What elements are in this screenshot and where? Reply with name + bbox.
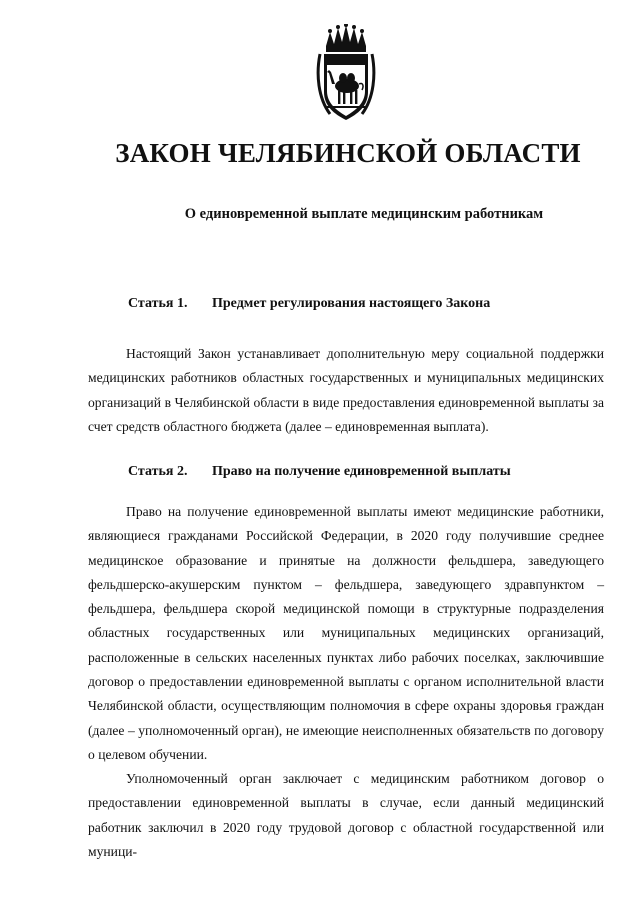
article-1-paragraph-1: Настоящий Закон устанавливает дополнительную меру социальной поддержки медицинских работников областных государственных и муниципальных медицинских организаций в Челябинской области в виде предоставления единовременной выплаты за счет средств областного бюджета (далее – единовременная выплата).	[88, 346, 604, 434]
article-1-number: Статья 1.	[128, 296, 188, 311]
law-subtitle: О единовременной выплате медицинским работникам	[184, 206, 544, 222]
article-2-paragraph-2: Уполномоченный орган заключает с медицинским работником договор о предоставлении единовременной выплаты в случае, если данный медицинский работник заключил в 2020 году трудовой договор с областной государственной или муници-	[88, 771, 604, 859]
law-title: ЗАКОН ЧЕЛЯБИНСКОЙ ОБЛАСТИ	[115, 138, 581, 168]
article-2-header	[128, 464, 511, 480]
article-2-number: Статья 2.	[128, 464, 188, 479]
chelyabinsk-coat-of-arms-icon	[316, 24, 376, 122]
article-1-header	[128, 296, 490, 312]
article-1-heading: Предмет регулирования настоящего Закона	[212, 296, 491, 311]
article-2-paragraph-1: Право на получение единовременной выплаты имеют медицинские работники, являющиеся гражданами Российской Федерации, в 2020 году получившие среднее медицинское образование и принятые на должности фельдшера, заведующего фельдшерско-акушерским пунктом – фельдшера, заведующего здравпунктом – фельдшера, фельдшера скорой медицинской помощи в структурные подразделения областных государственных или муниципальных медицинских организаций, расположенные в сельских населенных пунктах либо рабочих поселках, заключившие договор о предоставлении единовременной выплаты с органом исполнительной власти Челябинской области, осуществляющим полномочия в сфере охраны здоровья граждан (далее – уполномоченный орган), не имеющие неисполненных обязательств по договору о целевом обучении.	[88, 504, 604, 762]
article-2-heading: Право на получение единовременной выплаты	[212, 464, 511, 479]
